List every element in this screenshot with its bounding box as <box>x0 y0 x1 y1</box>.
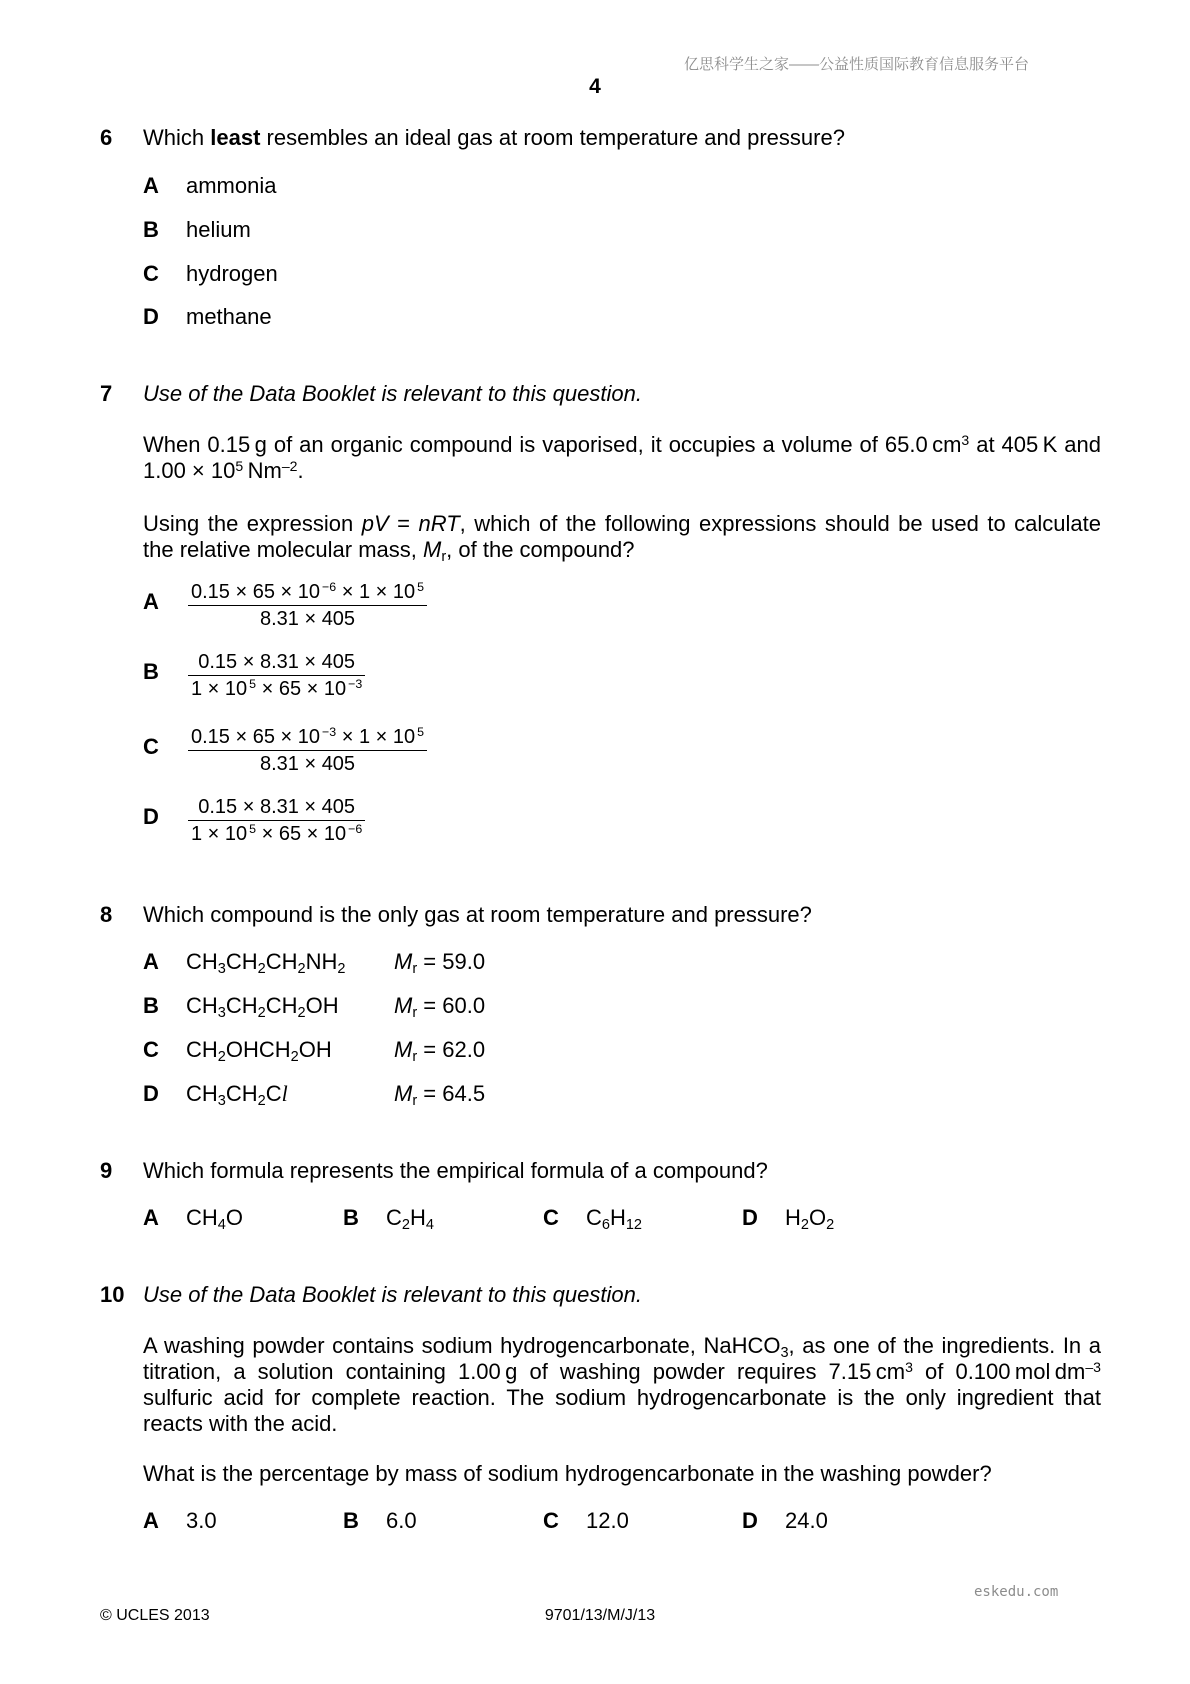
formula-part: CH <box>225 949 258 974</box>
fraction-numerator <box>195 794 358 820</box>
option-formula <box>386 1205 434 1234</box>
formula-subscript: 2 <box>826 1217 835 1234</box>
formula-part: CH <box>186 1081 218 1106</box>
formula-subscript: 2 <box>297 961 306 978</box>
numerator-text: 0.15 × 65 × 10 <box>191 581 321 603</box>
mr-symbol: M <box>394 949 413 974</box>
option-text: ammonia <box>186 173 277 198</box>
superscript: 3 <box>905 1358 913 1375</box>
paragraph-text: , as one of the ingredients. In a <box>788 1333 1101 1358</box>
paragraph-line <box>143 537 635 566</box>
fraction-denominator <box>257 606 358 632</box>
question-stem: Which compound is the only gas at room temperature and pressure? <box>143 902 812 927</box>
numerator-text: 0.15 × 8.31 × 405 <box>198 796 356 818</box>
denominator-text: 1 × 10 <box>191 678 248 700</box>
formula-part: CH <box>186 1205 218 1230</box>
formula-part: C <box>386 1205 402 1230</box>
paragraph-text: A washing powder contains sodium hydrogencarbonate, NaHCO <box>143 1333 781 1358</box>
denominator-text: × 65 × 10 <box>256 678 347 700</box>
question-number: 9 <box>100 1158 113 1183</box>
question-stem: What is the percentage by mass of sodium hydrogencarbonate in the washing powder? <box>143 1461 992 1486</box>
data-booklet-note: Use of the Data Booklet is relevant to this question. <box>143 1282 642 1307</box>
formula-part: H <box>409 1205 426 1230</box>
fraction-numerator <box>195 649 358 675</box>
option-text: 24.0 <box>785 1508 828 1533</box>
exponent: −6 <box>322 580 337 595</box>
formula-part: CH <box>265 993 298 1018</box>
option-letter: B <box>343 1508 359 1533</box>
option-a-expression <box>188 579 427 632</box>
option-formula <box>785 1205 834 1234</box>
option-text: helium <box>186 217 251 242</box>
paragraph-text: of 0.100 mol dm <box>912 1359 1086 1384</box>
exponent: −3 <box>348 677 363 692</box>
option-letter: A <box>143 173 159 198</box>
exponent: −3 <box>322 725 337 740</box>
formula-subscript: 6 <box>601 1217 610 1234</box>
formula-subscript: 3 <box>217 961 226 978</box>
paragraph-text: at 405 K and <box>969 432 1101 457</box>
formula-subscript: 2 <box>217 1049 226 1066</box>
header-watermark: 亿思科学生之家——公益性质国际教育信息服务平台 <box>684 56 1030 73</box>
paragraph-text: When 0.15 g of an organic compound is vaporised, it occupies a volume of 65.0 cm <box>143 432 962 457</box>
formula-subscript: 2 <box>337 961 346 978</box>
option-text: 6.0 <box>386 1508 417 1533</box>
formula-part: OHCH <box>225 1037 291 1062</box>
stem-text: resembles an ideal gas at room temperature and pressure? <box>260 125 845 150</box>
formula-subscript: 2 <box>800 1217 809 1234</box>
exponent: 5 <box>249 677 257 692</box>
fraction-denominator <box>188 676 365 702</box>
option-letter: D <box>143 304 159 329</box>
chlorine-l: l <box>281 1081 288 1106</box>
paragraph-line <box>143 432 1101 458</box>
numerator-text: × 1 × 10 <box>336 726 416 748</box>
paper-code: 9701/13/M/J/13 <box>544 1607 656 1624</box>
numerator-text: 0.15 × 8.31 × 405 <box>198 651 356 673</box>
subscript: 3 <box>780 1345 789 1362</box>
paragraph-line <box>143 511 1101 537</box>
mr-symbol: M <box>394 993 413 1018</box>
formula-part: OH <box>298 1037 332 1062</box>
formula-part: O <box>808 1205 827 1230</box>
option-letter: A <box>143 1508 159 1533</box>
paragraph-line <box>143 1385 1101 1411</box>
paragraph-text: sulfuric acid for complete reaction. The sodium hydrogencarbonate is the only ingredient that <box>143 1385 1101 1410</box>
denominator-text: × 65 × 10 <box>256 823 347 845</box>
formula-part: CH <box>225 1081 258 1106</box>
formula-subscript: 2 <box>290 1049 299 1066</box>
exponent: 5 <box>417 725 425 740</box>
paragraph-text: Nm <box>243 458 282 483</box>
option-letter: A <box>143 949 159 974</box>
formula-subscript: 3 <box>217 1005 226 1022</box>
formula-part: C <box>586 1205 602 1230</box>
data-booklet-note: Use of the Data Booklet is relevant to this question. <box>143 381 642 406</box>
paragraph-line <box>143 1411 337 1437</box>
option-letter: A <box>143 1205 159 1230</box>
formula-subscript: 3 <box>217 1093 226 1110</box>
option-letter: C <box>143 261 159 286</box>
formula-subscript: 2 <box>257 1005 266 1022</box>
option-letter: C <box>543 1205 559 1230</box>
superscript: 5 <box>235 457 244 474</box>
mr-symbol: M <box>394 1081 413 1106</box>
fraction-numerator <box>188 724 427 750</box>
question-stem <box>143 125 845 151</box>
mr-subscript: r <box>412 1049 418 1066</box>
option-formula <box>186 1081 288 1110</box>
option-letter: B <box>143 217 159 242</box>
page-number: 4 <box>589 75 601 98</box>
denominator-text: 8.31 × 405 <box>259 608 356 630</box>
paragraph-text: reacts with the acid. <box>143 1411 338 1436</box>
formula-part: CH <box>265 949 298 974</box>
superscript: –2 <box>281 457 298 474</box>
formula-part: CH <box>225 993 258 1018</box>
option-formula <box>186 949 345 978</box>
variable: M <box>423 537 442 562</box>
formula-part: C <box>265 1081 282 1106</box>
fraction-denominator <box>188 821 365 847</box>
variable: nRT <box>418 511 460 536</box>
formula-part: CH <box>186 1037 218 1062</box>
mr-subscript: r <box>412 1005 418 1022</box>
mr-subscript: r <box>412 961 418 978</box>
option-letter: D <box>143 804 159 829</box>
option-text: hydrogen <box>186 261 278 286</box>
numerator-text: 0.15 × 65 × 10 <box>191 726 321 748</box>
option-formula <box>586 1205 642 1234</box>
relative-molecular-mass <box>394 1037 485 1066</box>
option-letter: D <box>742 1508 758 1533</box>
option-letter: D <box>742 1205 758 1230</box>
paragraph-text: 1.00 × 10 <box>143 458 236 483</box>
option-letter: A <box>143 589 159 614</box>
option-d-expression <box>188 794 365 847</box>
option-b-expression <box>188 649 365 702</box>
paragraph-text: titration, a solution containing 1.00 g of washing powder requires 7.15 cm <box>143 1359 906 1384</box>
option-letter: B <box>143 993 159 1018</box>
formula-part: NH <box>305 949 338 974</box>
relative-molecular-mass <box>394 949 485 978</box>
option-formula <box>186 993 339 1022</box>
formula-part: H <box>785 1205 801 1230</box>
option-letter: B <box>143 659 159 684</box>
superscript: –3 <box>1085 1358 1101 1375</box>
option-c-expression <box>188 724 427 777</box>
paragraph-text: Using the expression <box>143 511 362 536</box>
formula-subscript: 4 <box>217 1217 226 1234</box>
exponent: 5 <box>249 822 257 837</box>
mr-symbol: M <box>394 1037 413 1062</box>
paragraph-text: , of the compound? <box>446 537 635 562</box>
formula-subscript: 2 <box>297 1005 306 1022</box>
option-letter: C <box>143 734 159 759</box>
exponent: 5 <box>417 580 425 595</box>
option-letter: D <box>143 1081 159 1106</box>
formula-subscript: 2 <box>401 1217 410 1234</box>
mr-subscript: r <box>412 1093 418 1110</box>
option-text: 12.0 <box>586 1508 629 1533</box>
formula-subscript: 4 <box>425 1217 434 1234</box>
subscript: r <box>441 549 447 566</box>
paragraph-line <box>143 1359 1101 1385</box>
mr-value: = 60.0 <box>417 993 486 1018</box>
paragraph-text: . <box>297 458 304 483</box>
formula-part: H <box>609 1205 626 1230</box>
paragraph-text: , which of the following expressions should be used to calculate <box>459 511 1102 536</box>
relative-molecular-mass <box>394 1081 485 1110</box>
denominator-text: 1 × 10 <box>191 823 248 845</box>
stem-text: Which <box>143 125 211 150</box>
question-number: 10 <box>100 1282 125 1307</box>
formula-part: CH <box>186 993 218 1018</box>
formula-part: OH <box>305 993 339 1018</box>
footer-watermark: eskedu.com <box>974 1584 1059 1600</box>
stem-emphasis: least <box>210 125 261 150</box>
formula-subscript: 2 <box>257 1093 266 1110</box>
question-number: 8 <box>100 902 113 927</box>
option-letter: C <box>143 1037 159 1062</box>
denominator-text: 8.31 × 405 <box>259 753 356 775</box>
paragraph-text: = <box>388 511 419 536</box>
mr-value: = 64.5 <box>417 1081 486 1106</box>
option-text: methane <box>186 304 272 329</box>
copyright: © UCLES 2013 <box>100 1607 210 1624</box>
option-letter: B <box>343 1205 359 1230</box>
paragraph-text: the relative molecular mass, <box>143 537 423 562</box>
option-formula <box>186 1037 332 1066</box>
exponent: −6 <box>348 822 363 837</box>
question-number: 6 <box>100 125 113 150</box>
relative-molecular-mass <box>394 993 485 1022</box>
mr-value: = 59.0 <box>417 949 486 974</box>
paragraph-line <box>143 1333 1101 1362</box>
formula-part: O <box>225 1205 243 1230</box>
question-number: 7 <box>100 381 113 406</box>
option-letter: C <box>543 1508 559 1533</box>
superscript: 3 <box>961 431 970 448</box>
numerator-text: × 1 × 10 <box>336 581 416 603</box>
formula-subscript: 2 <box>257 961 266 978</box>
formula-part: CH <box>186 949 218 974</box>
mr-value: = 62.0 <box>417 1037 486 1062</box>
fraction-numerator <box>188 579 427 605</box>
option-formula <box>186 1205 243 1234</box>
formula-subscript: 12 <box>625 1217 643 1234</box>
variable: pV <box>361 511 389 536</box>
question-stem: Which formula represents the empirical formula of a compound? <box>143 1158 768 1183</box>
fraction-denominator <box>257 751 358 777</box>
option-text: 3.0 <box>186 1508 217 1533</box>
paragraph-line <box>143 458 304 484</box>
